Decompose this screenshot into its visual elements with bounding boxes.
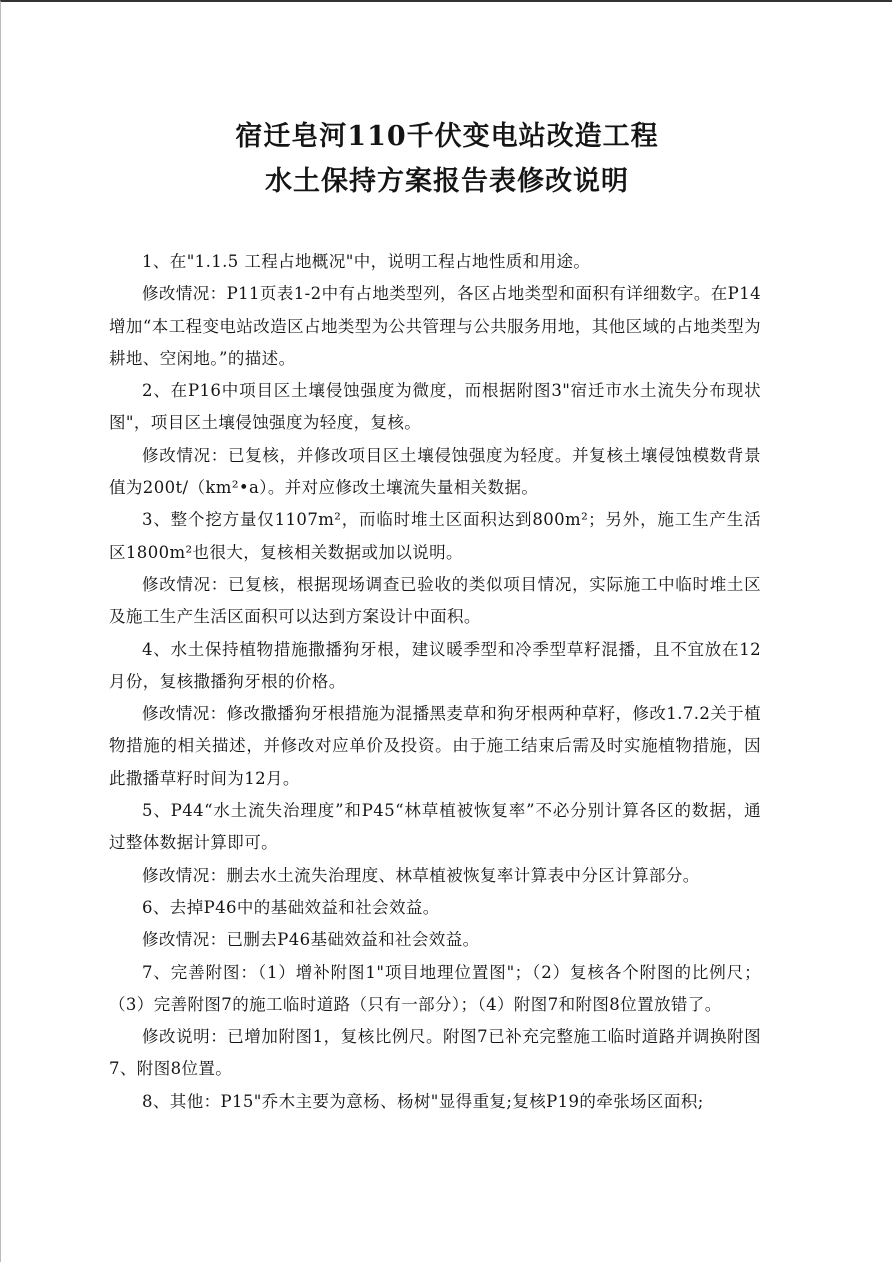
document-title-line2: 水土保持方案报告表修改说明: [265, 166, 629, 197]
paragraph-item-7: 7、完善附图：（1）增补附图1"项目地理位置图"；（2）复核各个附图的比例尺；（3）完善附图7的施工临时道路（只有一部分）；（4）附图7和附图8位置放错了。: [109, 962, 761, 1014]
paragraph-revision-7: 修改说明：已增加附图1，复核比例尺。附图7已补充完整施工临时道路并调换附图7、附图8位置。: [109, 1027, 761, 1079]
paragraph-revision-6: 修改情况：已删去P46基础效益和社会效益。: [142, 930, 480, 950]
paragraph-item-1: 1、在"1.1.5 工程占地概况"中，说明工程占地性质和用途。: [142, 252, 591, 271]
paragraph-revision-1: 修改情况：P11页表1-2中有占地类型列，各区占地类型和面积有详细数字。在P14增加“本工程变电站改造区占地类型为公共管理与公共服务用地，其他区域的占地类型为耕地、空闲地。”的描述。: [109, 284, 761, 368]
paragraph-item-6: 6、去掉P46中的基础效益和社会效益。: [142, 897, 440, 917]
paragraph-item-4: 4、水土保持植物措施撒播狗牙根，建议暖季型和冷季型草籽混播，且不宜放在12月份，复核撒播狗牙根的价格。: [109, 639, 761, 691]
paragraph-revision-3: 修改情况：已复核，根据现场调查已验收的类似项目情况，实际施工中临时堆土区及施工生产生活区面积可以达到方案设计中面积。: [109, 574, 761, 627]
paragraph-item-2: 2、在P16中项目区土壤侵蚀强度为微度，而根据附图3"宿迁市水土流失分布现状图"，项目区土壤侵蚀强度为轻度，复核。: [109, 381, 761, 433]
paragraph-revision-2: 修改情况：已复核，并修改项目区土壤侵蚀强度为轻度。并复核土壤侵蚀模数背景值为200t/（km²•a）。并对应修改土壤流失量相关数据。: [109, 445, 761, 498]
paragraph-item-8: 8、其他：P15"乔木主要为意杨、杨树"显得重复;复核P19的牵张场区面积;: [142, 1091, 704, 1111]
paragraph-revision-4: 修改情况：修改撒播狗牙根措施为混播黑麦草和狗牙根两种草籽，修改1.7.2关于植物措施的相关描述，并修改对应单价及投资。由于施工结束后需及时实施植物措施，因此撒播草籽时间为12月。: [109, 704, 761, 788]
paragraph-item-5: 5、P44“水土流失治理度”和P45“林草植被恢复率”不必分别计算各区的数据，通过整体数据计算即可。: [109, 801, 761, 853]
document-body: [109, 246, 761, 1118]
paragraph-revision-5: 修改情况：删去水土流失治理度、林草植被恢复率计算表中分区计算部分。: [142, 865, 700, 885]
document-title-line1: 宿迁皂河110千伏变电站改造工程: [235, 121, 659, 152]
paragraph-item-3: 3、整个挖方量仅1107m²，而临时堆土区面积达到800m²；另外，施工生产生活区1800m²也很大，复核相关数据或加以说明。: [109, 510, 761, 562]
